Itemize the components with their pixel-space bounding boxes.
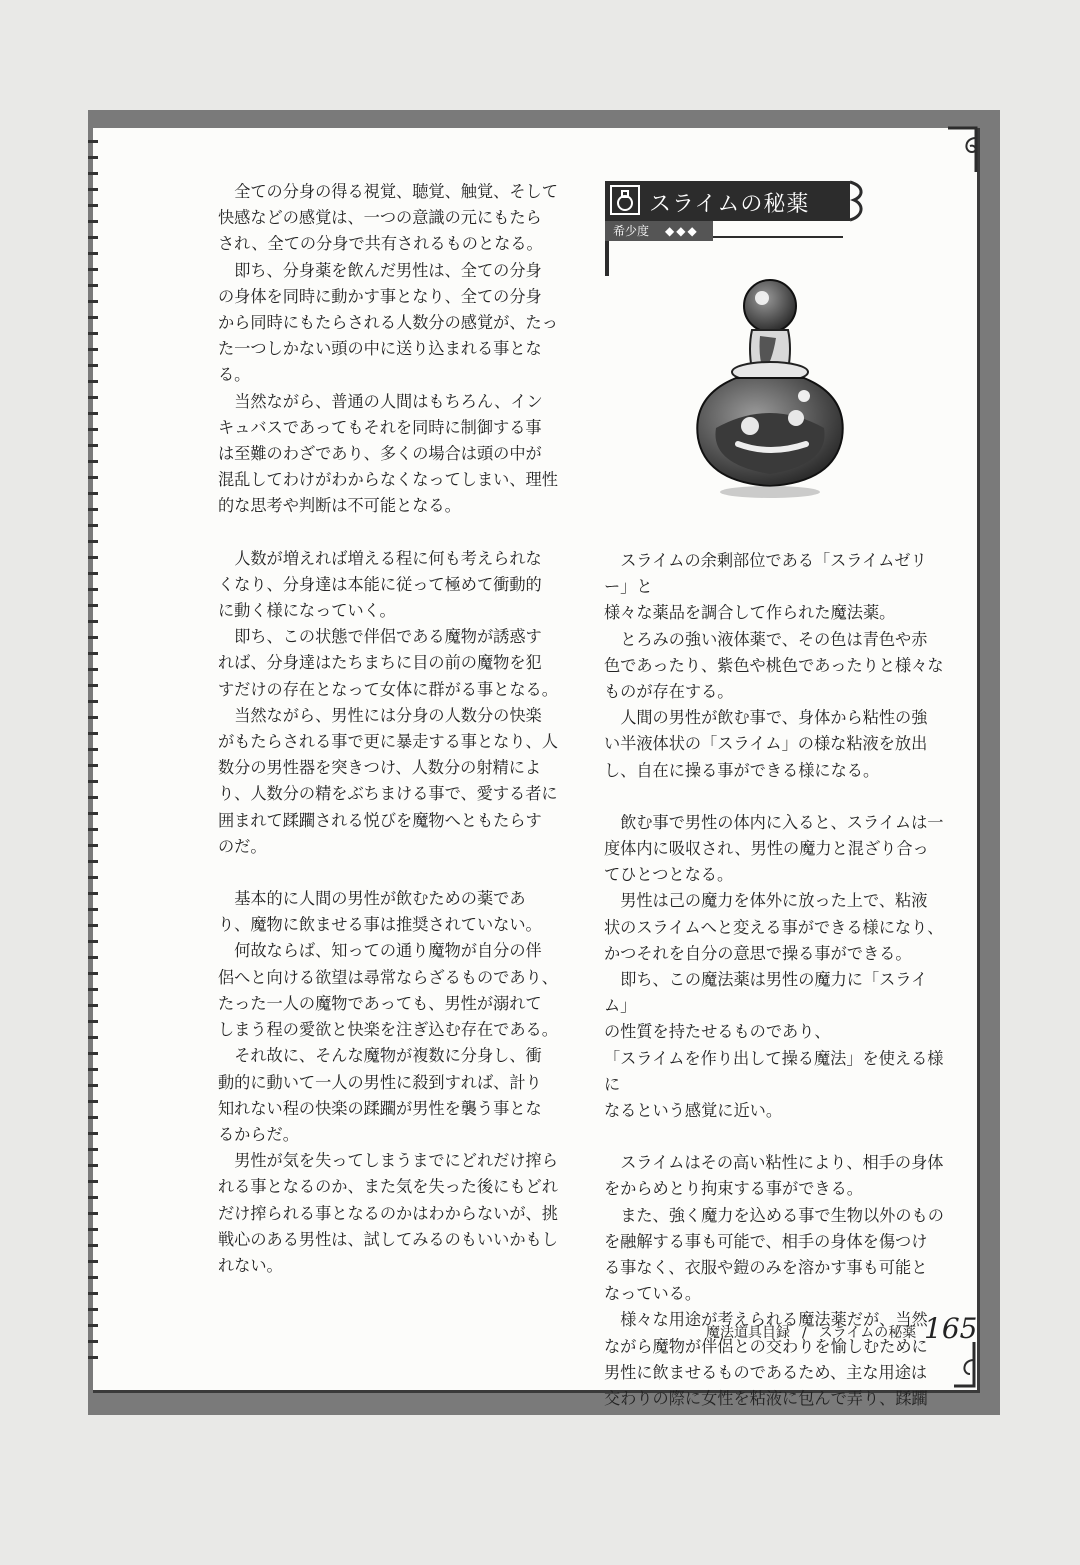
item-title: スライムの秘薬: [649, 192, 810, 217]
right-paragraph-6: 即ち、この魔法薬は男性の魔力に「スライム」 の性質を持たせるものであり、: [604, 970, 928, 1042]
left-paragraph-3: 当然ながら、普通の人間はもちろん、イン キュバスであってもそれを同時に制御する事 は至難のわざであり、多くの場合は頭の中が 混乱してわけがわからなくなってしまい、理性 的な思考や判断は不可能となる。: [218, 391, 558, 516]
right-paragraph-9: また、強く魔力を込める事で生物以外のもの を融解する事も可能で、相手の身体を傷つけ る事なく、衣服や鎧のみを溶かす事も可能と なっている。: [604, 1205, 944, 1304]
page-edge-ticks: [88, 140, 98, 1370]
left-paragraph-1: 全ての分身の得る視覚、聴覚、触覚、そして 快感などの感覚は、一つの意識の元にもたら され、全ての分身で共有されるものとなる。: [218, 182, 558, 254]
footer-corner-ornament-icon: [952, 1340, 978, 1390]
title-flourish-icon: [848, 180, 870, 222]
right-paragraph-3: 人間の男性が飲む事で、身体から粘性の強 い半液体状の「スライム」の様な粘液を放出 し、自在に操る事ができる様になる。: [604, 708, 928, 780]
page-number: 165: [924, 1312, 978, 1345]
left-paragraph-6: 当然ながら、男性には分身の人数分の快楽 がもたらされる事で更に暴走する事となり、人 数分の男性器を突きつけ、人数分の射精によ り、人数分の精をぶちまける事で、愛する者に 囲まれて蹂躙される悦びを魔物へともたらす のだ。: [218, 705, 558, 856]
rarity-label: 希少度: [613, 224, 650, 238]
item-title-banner: [605, 181, 850, 221]
right-paragraph-5: 男性は己の魔力を体外に放った上で、粘液 状のスライムへと変える事ができる様になり、 かつそれを自分の意思で操る事ができる。: [604, 891, 944, 963]
right-paragraph-10: 様々な用途が考えられる魔法薬だが、当然 ながら魔物が伴侶との交わりを愉しむために 男性に飲ませるものであるため、主な用途は 交わりの際に女性を粘液に包んで弄り、蹂躙: [604, 1310, 928, 1409]
left-paragraph-7: 基本的に人間の男性が飲むための薬であ り、魔物に飲ませる事は推奨されていない。: [218, 889, 542, 935]
left-paragraph-8: 何故ならば、知っての通り魔物が自分の伴 侶へと向ける欲望は尋常ならざるものであり、 たった一人の魔物であっても、男性が溺れて しまう程の愛欲と快楽を注ぎ込む存在である。: [218, 941, 558, 1040]
footer-section: 魔法道具目録: [706, 1325, 790, 1341]
left-paragraph-4: 人数が増えれば増える程に何も考えられな くなり、分身達は本能に従って極めて衝動的 に動く様になっていく。: [218, 548, 542, 621]
rarity-label-box: [605, 221, 713, 241]
footer-separator: /: [802, 1325, 807, 1341]
right-paragraph-1: スライムの余剰部位である「スライムゼリー」と 様々な薬品を調合して作られた魔法薬。: [604, 551, 927, 623]
right-paragraph-4: 飲む事で男性の体内に入ると、スライムは一 度体内に吸収され、男性の魔力と混ざり合っ てひとつとなる。: [604, 812, 944, 885]
right-paragraph-7: 「スライムを作り出して操る魔法」を使える様に なるという感覚に近い。: [604, 1048, 944, 1121]
left-paragraph-9: それ故に、そんな魔物が複数に分身し、衝 動的に動いて一人の男性に殺到すれば、計り 知れない程の快楽の蹂躙が男性を襲う事とな るからだ。: [218, 1046, 542, 1144]
corner-ornament-icon: [946, 126, 980, 176]
footer-item: スライムの秘薬: [818, 1325, 917, 1341]
right-paragraph-8: スライムはその高い粘性により、相手の身体 をからめとり拘束する事ができる。: [604, 1153, 944, 1199]
left-column: [218, 179, 558, 1279]
right-paragraph-2: とろみの強い液体薬で、その色は青色や赤 色であったり、紫色や桃色であったりと様々な ものが存在する。: [604, 629, 944, 702]
title-rule-horizontal: [713, 236, 843, 238]
right-column: [604, 548, 944, 1412]
page-footer: [706, 1312, 978, 1345]
rarity-marks: ◆◆◆: [665, 224, 699, 238]
left-paragraph-2: 即ち、分身薬を飲んだ男性は、全ての分身 の身体を同時に動かす事となり、全ての分身 から同時にもたらされる人数分の感覚が、たっ た一つしかない頭の中に送り込まれる事とな る。: [218, 260, 558, 385]
title-rule-vertical: [605, 241, 609, 276]
slime-potion-illustration: [690, 278, 860, 508]
left-paragraph-10: 男性が気を失ってしまうまでにどれだけ搾ら れる事となるのか、また気を失った後にもどれ だけ搾られる事となるのかはわからないが、挑 戦心のある男性は、試してみるのもいいかもし れない。: [218, 1151, 558, 1275]
potion-icon: [610, 185, 640, 215]
left-paragraph-5: 即ち、この状態で伴侶である魔物が誘惑す れば、分身達はたちまちに目の前の魔物を犯 すだけの存在となって女体に群がる事となる。: [218, 627, 558, 699]
